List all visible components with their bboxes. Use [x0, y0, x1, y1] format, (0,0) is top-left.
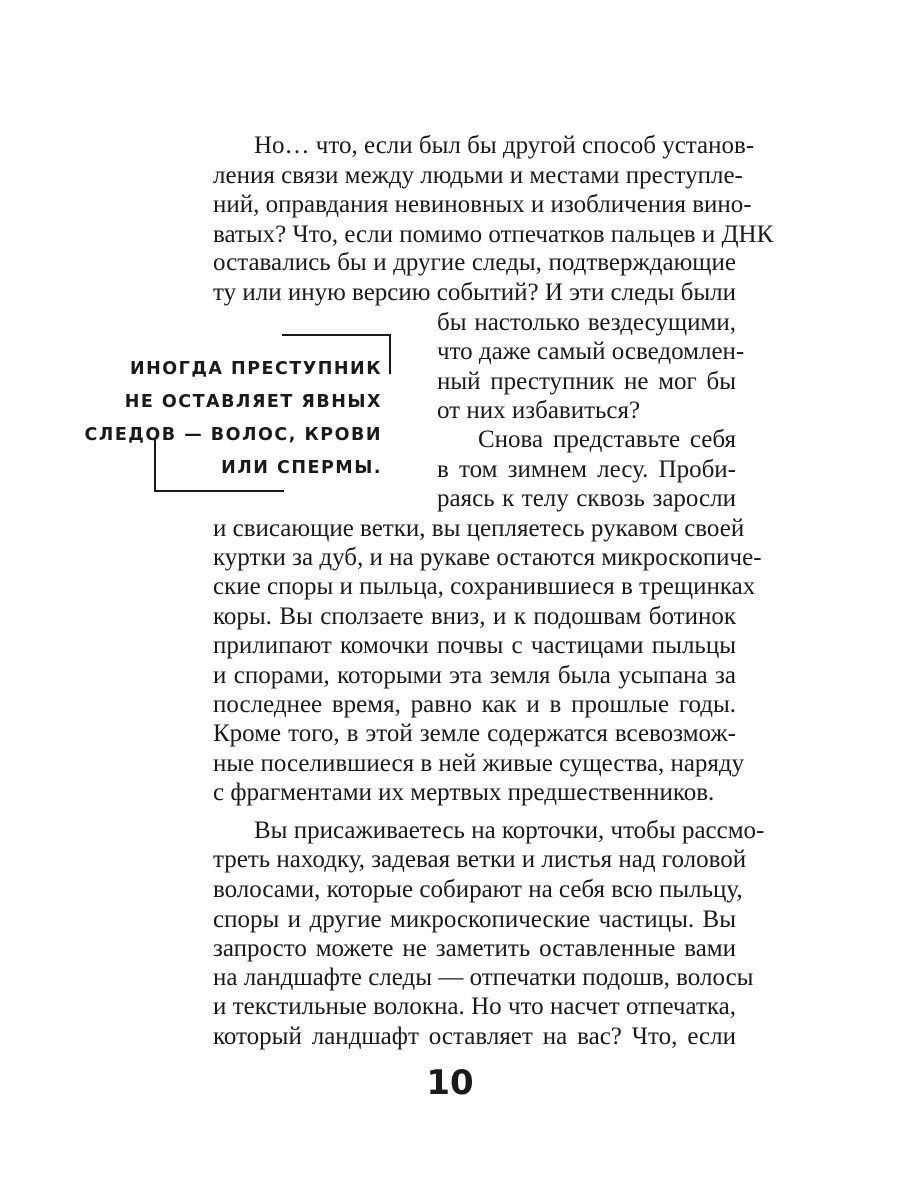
text-line: и свисающие ветки, вы цепляетесь рукавом своей	[213, 515, 745, 542]
text-line: ские споры и пыльца, сохранившиеся в трещинках	[213, 573, 756, 600]
text-line: что даже самый осведомлен-	[437, 338, 745, 365]
text-line: треть находку, задевая ветки и листья над головой	[213, 846, 747, 873]
text-line: Вы присаживаетесь на корточки, чтобы рассмо-	[254, 817, 765, 844]
text-line: и спорами, которыми эта земля была усыпана за	[213, 662, 736, 689]
text-line: ту или иную версию событий? И эти следы были	[213, 279, 736, 306]
text-line: с фрагментами их мертвых предшественников.	[213, 779, 715, 806]
text-line: запросто можете не заметить оставленные вами	[213, 935, 736, 962]
text-line: прилипают комочки почвы с частицами пыльцы	[213, 632, 736, 659]
pull-quote-line: НЕ ОСТАВЛЯЕТ ЯВНЫХ	[124, 392, 382, 412]
pull-quote-line: ИЛИ СПЕРМЫ.	[221, 458, 382, 478]
text-line: на ландшафте следы — отпечатки подошв, волосы	[213, 964, 754, 991]
pull-quote-bracket-bottom	[154, 438, 284, 492]
text-line: ватых? Что, если помимо отпечатков пальцев и ДНК	[213, 221, 774, 248]
text-line: Снова представьте себя	[478, 426, 736, 453]
text-line: оставались бы и другие следы, подтверждающие	[213, 249, 736, 276]
text-line: ные поселившиеся в ней живые существа, наряду	[213, 750, 745, 777]
text-line: от них избавиться?	[437, 397, 641, 424]
text-line: волосами, которые собирают на себя всю пыльцу,	[213, 876, 743, 903]
text-line: бы настолько вездесущими,	[437, 309, 736, 336]
text-line: ний, оправдания невиновных и изобличения вино-	[213, 191, 752, 218]
pull-quote-line: ИНОГДА ПРЕСТУПНИК	[130, 359, 382, 379]
text-line: ления связи между людьми и местами преступле-	[213, 162, 743, 189]
text-line: который ландшафт оставляет на вас? Что, если	[213, 1023, 736, 1050]
text-line: куртки за дуб, и на рукаве остаются микроскопиче-	[213, 544, 762, 571]
text-line: в том зимнем лесу. Проби-	[437, 456, 736, 483]
text-line: раясь к телу сквозь заросли	[437, 485, 736, 512]
pull-quote-line: СЛЕДОВ — ВОЛОС, КРОВИ	[84, 425, 382, 445]
text-line: ный преступник не мог бы	[437, 368, 736, 395]
text-line: Но… что, если был бы другой способ установ-	[254, 132, 755, 159]
text-line: споры и другие микроскопические частицы. Вы	[213, 906, 736, 933]
text-line: Кроме того, в этой земле содержатся всевозмож-	[213, 720, 736, 747]
text-line: коры. Вы сползаете вниз, и к подошвам ботинок	[213, 603, 736, 630]
text-line: последнее время, равно как и в прошлые годы.	[213, 691, 736, 718]
text-line: и текстильные волокна. Но что насчет отпечатка,	[213, 993, 736, 1020]
page-number: 10	[426, 1063, 474, 1103]
